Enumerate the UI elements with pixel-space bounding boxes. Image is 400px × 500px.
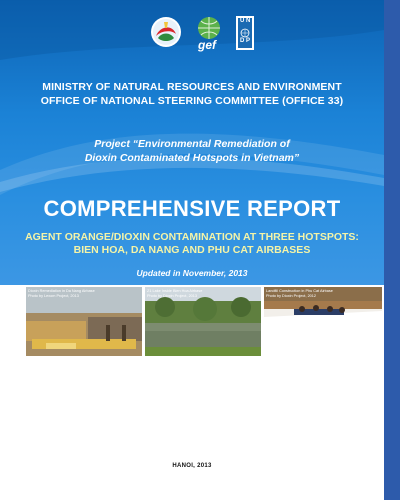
- caption-line-1: Landfill Construction in Phu Cat Airbase: [266, 289, 333, 293]
- ministry-heading: [0, 80, 384, 108]
- report-title: COMPREHENSIVE REPORT: [43, 196, 341, 221]
- gef-wordmark: gef: [198, 38, 216, 52]
- photo-caption: [266, 289, 333, 298]
- logo-row: [0, 16, 384, 56]
- photo-caption: [28, 289, 95, 298]
- project-title: [0, 137, 384, 165]
- caption-line-2: Photo by Lexom Project, 2013: [28, 293, 79, 298]
- caption-line-2: Photo by Dioxin Project, 2012: [266, 293, 317, 298]
- photo-caption: [147, 289, 202, 298]
- subtitle-line-2: BIEN HOA, DA NANG AND PHU CAT AIRBASES: [73, 244, 311, 256]
- gef-logo: [194, 16, 224, 55]
- photo-da-nang: [26, 287, 142, 356]
- un-emblem-icon: [238, 28, 252, 38]
- right-edge-strip: [384, 0, 400, 500]
- photo-phu-cat: [264, 287, 382, 356]
- subtitle-line-1: AGENT ORANGE/DIOXIN CONTAMINATION AT THREE HOTSPOTS:: [25, 231, 359, 243]
- updated-date: Updated in November, 2013: [136, 268, 248, 278]
- undp-logo: [236, 16, 254, 50]
- ministry-line-2: OFFICE OF NATIONAL STEERING COMMITTEE (OFFICE 33): [40, 95, 344, 107]
- caption-line-2: Photo by Dioxin Project, 2013: [147, 293, 198, 298]
- publication-place-year: HANOI, 2013: [172, 463, 212, 469]
- project-line-1: Project “Environmental Remediation of: [94, 138, 290, 150]
- undp-letter-n: N: [246, 18, 251, 24]
- project-line-2: Dioxin Contaminated Hotspots in Vietnam”: [84, 152, 300, 164]
- undp-letter-p: P: [246, 38, 251, 44]
- caption-line-1: Z1 Lake Inside Bien Hoa Airbase: [147, 289, 203, 293]
- undp-letter-u: U: [240, 18, 245, 24]
- monre-logo: [150, 16, 182, 53]
- photo-bien-hoa: [145, 287, 261, 356]
- undp-letter-d: D: [240, 38, 245, 44]
- ministry-line-1: MINISTRY OF NATURAL RESOURCES AND ENVIRONMENT: [42, 81, 342, 93]
- caption-line-1: Dioxin Remediation in Da Nang Airbase: [28, 289, 95, 293]
- emblem-icon: [150, 16, 182, 48]
- report-subtitle: [0, 231, 384, 257]
